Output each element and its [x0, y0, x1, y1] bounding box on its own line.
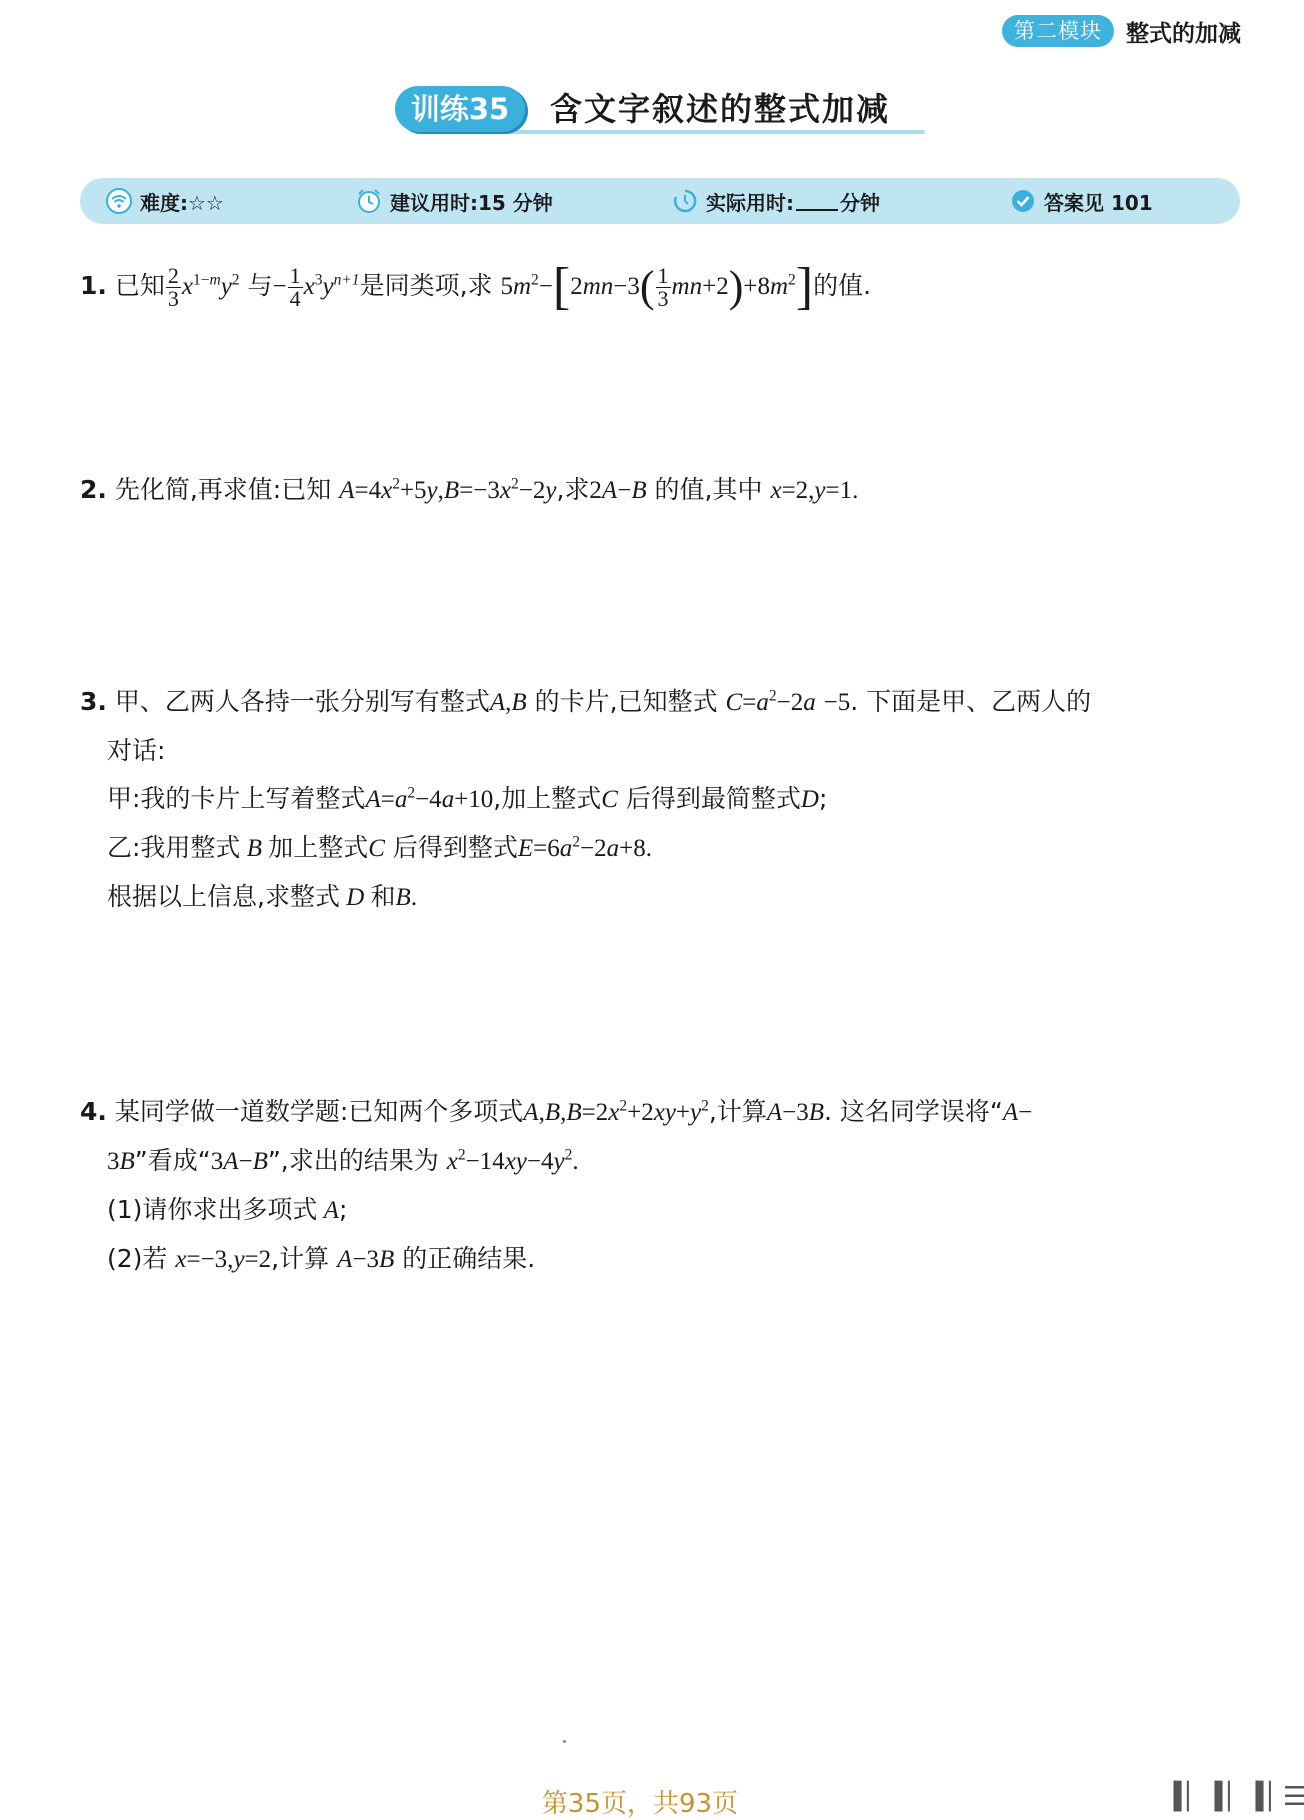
q4-line-1: 4. 某同学做一道数学题:已知两个多项式$A,B,B=2x^2+2xy+y^2$,计算A−3B. 这名同学误将“A−: [80, 1097, 1033, 1126]
q4-line-4: (2)若 x=−3,y=2,计算 A−3B 的正确结果.: [107, 1244, 536, 1273]
q1-text-similar: 是同类项,求: [359, 271, 493, 300]
suggested-time-text: 建议用时:15 分钟: [390, 190, 553, 215]
actual-time-item: [672, 178, 880, 224]
q4-text-2b: ”,求出的结果为: [267, 1146, 439, 1175]
q3-text-4a: 乙:我用整式: [107, 833, 241, 862]
q3-text-3b: ,加上整式: [493, 784, 602, 813]
module-badge: 第二模块: [1002, 15, 1114, 47]
q4-text-1c: . 这名同学误将“: [824, 1097, 1003, 1126]
actual-time-unit: 分钟: [840, 190, 880, 215]
q3-line-2: 对话:: [107, 736, 166, 765]
page-title: 含文字叙述的整式加减: [550, 90, 891, 128]
actual-time-blank[interactable]: [796, 191, 838, 211]
module-title: 整式的加减: [1126, 20, 1241, 47]
question-2: 2. 先化简,再求值:已知 $A=4x^2+5y,B=-3x^2-2y$,求2A−B 的值,其中 x=2,y=1.: [80, 475, 859, 504]
q4-text-4c: 的正确结果.: [402, 1244, 536, 1273]
q3-text-4b: 加上整式: [268, 833, 369, 862]
q3-text-4c: 后得到整式: [392, 833, 518, 862]
page-indicator: 第35页，共93页: [541, 1789, 739, 1819]
q1-text-and: 与: [247, 271, 273, 300]
q4-text-1b: ,计算: [708, 1097, 767, 1126]
timer-icon: [672, 188, 698, 214]
q3-text-5a: 根据以上信息,求整式: [107, 882, 340, 911]
suggested-time-item: [356, 178, 553, 224]
question-1: 1. 已知 $\frac{2}{3}$ $x^{1-m}y^2$ 与− $\frac{1}{4}$ $x^3y^{n+1}$是同类项,求 $5m^2-[2mn-3$( $\frac{1}{3}$ $mn+2)+8m^2$]的值.: [80, 258, 872, 315]
q4-text-3: (1)请你求出多项式: [107, 1195, 318, 1224]
q1-text-known: 已知: [114, 271, 165, 300]
watermark-mark-icon: ▕▌▏▕▌▏▕▌▏☰: [1160, 1782, 1304, 1812]
check-circle-icon: [1010, 188, 1036, 214]
module-tag: [1002, 14, 1241, 48]
fraction-1-4: $\frac{1}{4}$: [289, 262, 301, 311]
question-number: 2.: [80, 475, 107, 504]
q4-line-2: 3B”看成“3A−B”,求出的结果为 $x^2-14xy-4y^2$.: [107, 1146, 579, 1175]
question-4: [80, 1088, 1245, 1284]
answer-ref-item: [1010, 178, 1153, 224]
q3-line-1: 3. 甲、乙两人各持一张分别写有整式A,B 的卡片,已知整式 $C=a^2-2a -5$. 下面是甲、乙两人的: [80, 687, 1092, 716]
training-title: [395, 80, 935, 140]
q2-text-intro: 先化简,再求值:已知: [114, 475, 332, 504]
question-number: 1.: [80, 271, 107, 300]
actual-time-label: 实际用时:: [706, 190, 794, 215]
q1-text-value: 的值.: [813, 271, 872, 300]
info-bar: [80, 178, 1240, 224]
wifi-icon: [106, 188, 132, 214]
q3-text-3c: 后得到最简整式: [625, 784, 801, 813]
q4-text-2a: ”看成“: [134, 1146, 211, 1175]
q4-text-4b: ,计算: [271, 1244, 330, 1273]
q3-text-1c: . 下面是甲、乙两人的: [850, 687, 1092, 716]
q2-text-where: 的值,其中: [654, 475, 763, 504]
q3-line-3: 甲:我的卡片上写着整式$A=a^2-4a+10$,加上整式C 后得到最简整式D;: [107, 784, 828, 813]
q3-text-3a: 甲:我的卡片上写着整式: [107, 784, 366, 813]
q3-text-1a: 甲、乙两人各持一张分别写有整式: [114, 687, 490, 716]
q4-text-4a: (2)若: [107, 1244, 168, 1273]
q4-text-1a: 某同学做一道数学题:已知两个多项式: [114, 1097, 524, 1126]
difficulty-item: [106, 178, 224, 224]
question-3: [80, 678, 1245, 922]
q3-line-4: 乙:我用整式 B 加上整式C 后得到整式$E=6a^2-2a+8$.: [107, 833, 652, 862]
training-badge: 训练35: [395, 86, 525, 132]
fraction-1-3: $\frac{1}{3}$: [657, 262, 669, 311]
alarm-clock-icon: [356, 188, 382, 214]
q3-text-1b: 的卡片,已知整式: [534, 687, 718, 716]
q2-text-find: ,求: [556, 475, 590, 504]
q3-text-5b: 和: [370, 882, 396, 911]
difficulty-text: 难度:☆☆: [140, 190, 224, 215]
q3-line-5: 根据以上信息,求整式 D 和B.: [107, 882, 418, 911]
q4-line-3: (1)请你求出多项式 A;: [107, 1195, 348, 1224]
answer-ref-text: 答案见 101: [1044, 190, 1153, 215]
scan-dot: [563, 1740, 566, 1743]
question-number: 4.: [80, 1097, 107, 1126]
question-number: 3.: [80, 687, 107, 716]
fraction-2-3: $\frac{2}{3}$: [167, 262, 179, 311]
